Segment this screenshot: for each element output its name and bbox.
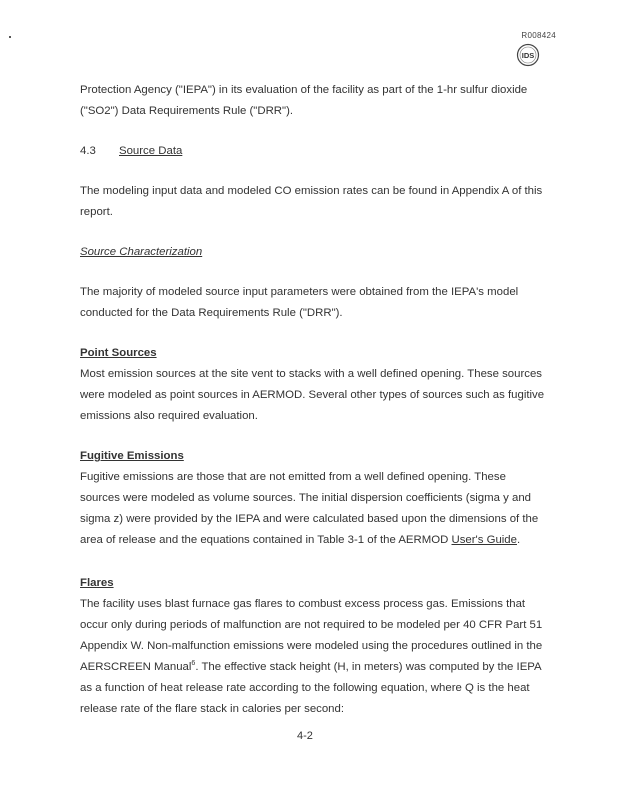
point-sources-paragraph: Most emission sources at the site vent to stacks with a well defined opening. These sources were modeled as point sources in AERMOD. Several other types of sources such as fugitive emissions also required evaluation. <box>80 368 545 422</box>
section-title: Source Data <box>119 145 183 157</box>
company-logo-icon <box>516 43 540 67</box>
point-sources-heading: Point Sources <box>80 347 157 359</box>
section-number: 4.3 <box>80 145 96 157</box>
intro-paragraph: Protection Agency ("IEPA") in its evaluation of the facility as part of the 1-hr sulfur dioxide ("SO2") Data Requirements Rule ("DRR"). <box>80 84 528 117</box>
fugitive-emissions-heading: Fugitive Emissions <box>80 450 184 462</box>
fugitive-emissions-paragraph <box>80 467 548 551</box>
footnote-marker: 6 <box>191 660 196 668</box>
flares-heading: Flares <box>80 577 114 589</box>
flares-text-continued: . The effective stack height (H, in meters) was computed by the IEPA as a function of heat release rate according to the following equation, where Q is the heat release rate of the flare stack in calories per second: <box>80 661 542 715</box>
fugitive-emissions-end: . <box>516 534 521 546</box>
section-intro-paragraph: The modeling input data and modeled CO emission rates can be found in Appendix A of this report. <box>80 185 543 218</box>
document-id: R008424 <box>521 31 556 40</box>
source-characterization-paragraph: The majority of modeled source input parameters were obtained from the IEPA's model conducted for the Data Requirements Rule ("DRR"). <box>80 286 519 319</box>
page-number: 4-2 <box>297 730 313 742</box>
source-characterization-heading: Source Characterization <box>80 246 203 258</box>
section-heading <box>80 141 548 162</box>
document-body <box>80 80 548 720</box>
flares-paragraph <box>80 594 548 720</box>
scan-artifact <box>9 36 11 38</box>
logo-text: IDS <box>521 50 535 60</box>
flares-text: The facility uses blast furnace gas flares to combust excess process gas. Emissions that occur only during periods of malfunction are not required to be modeled per 40 CFR Part 51 Appendix W. Non-malfunction emissions were modeled using the procedures outlined in the AERSCREEN Manual <box>80 598 543 673</box>
fugitive-emissions-text: Fugitive emissions are those that are not emitted from a well defined opening. These sources were modeled as volume sources. The initial dispersion coefficients (sigma y and sigma z) were provided by the IEPA and were calculated based upon the dimensions of the area of release and the equations contained in Table 3-1 of the AERMOD <box>80 471 539 546</box>
users-guide-reference: User's Guide <box>451 534 517 546</box>
